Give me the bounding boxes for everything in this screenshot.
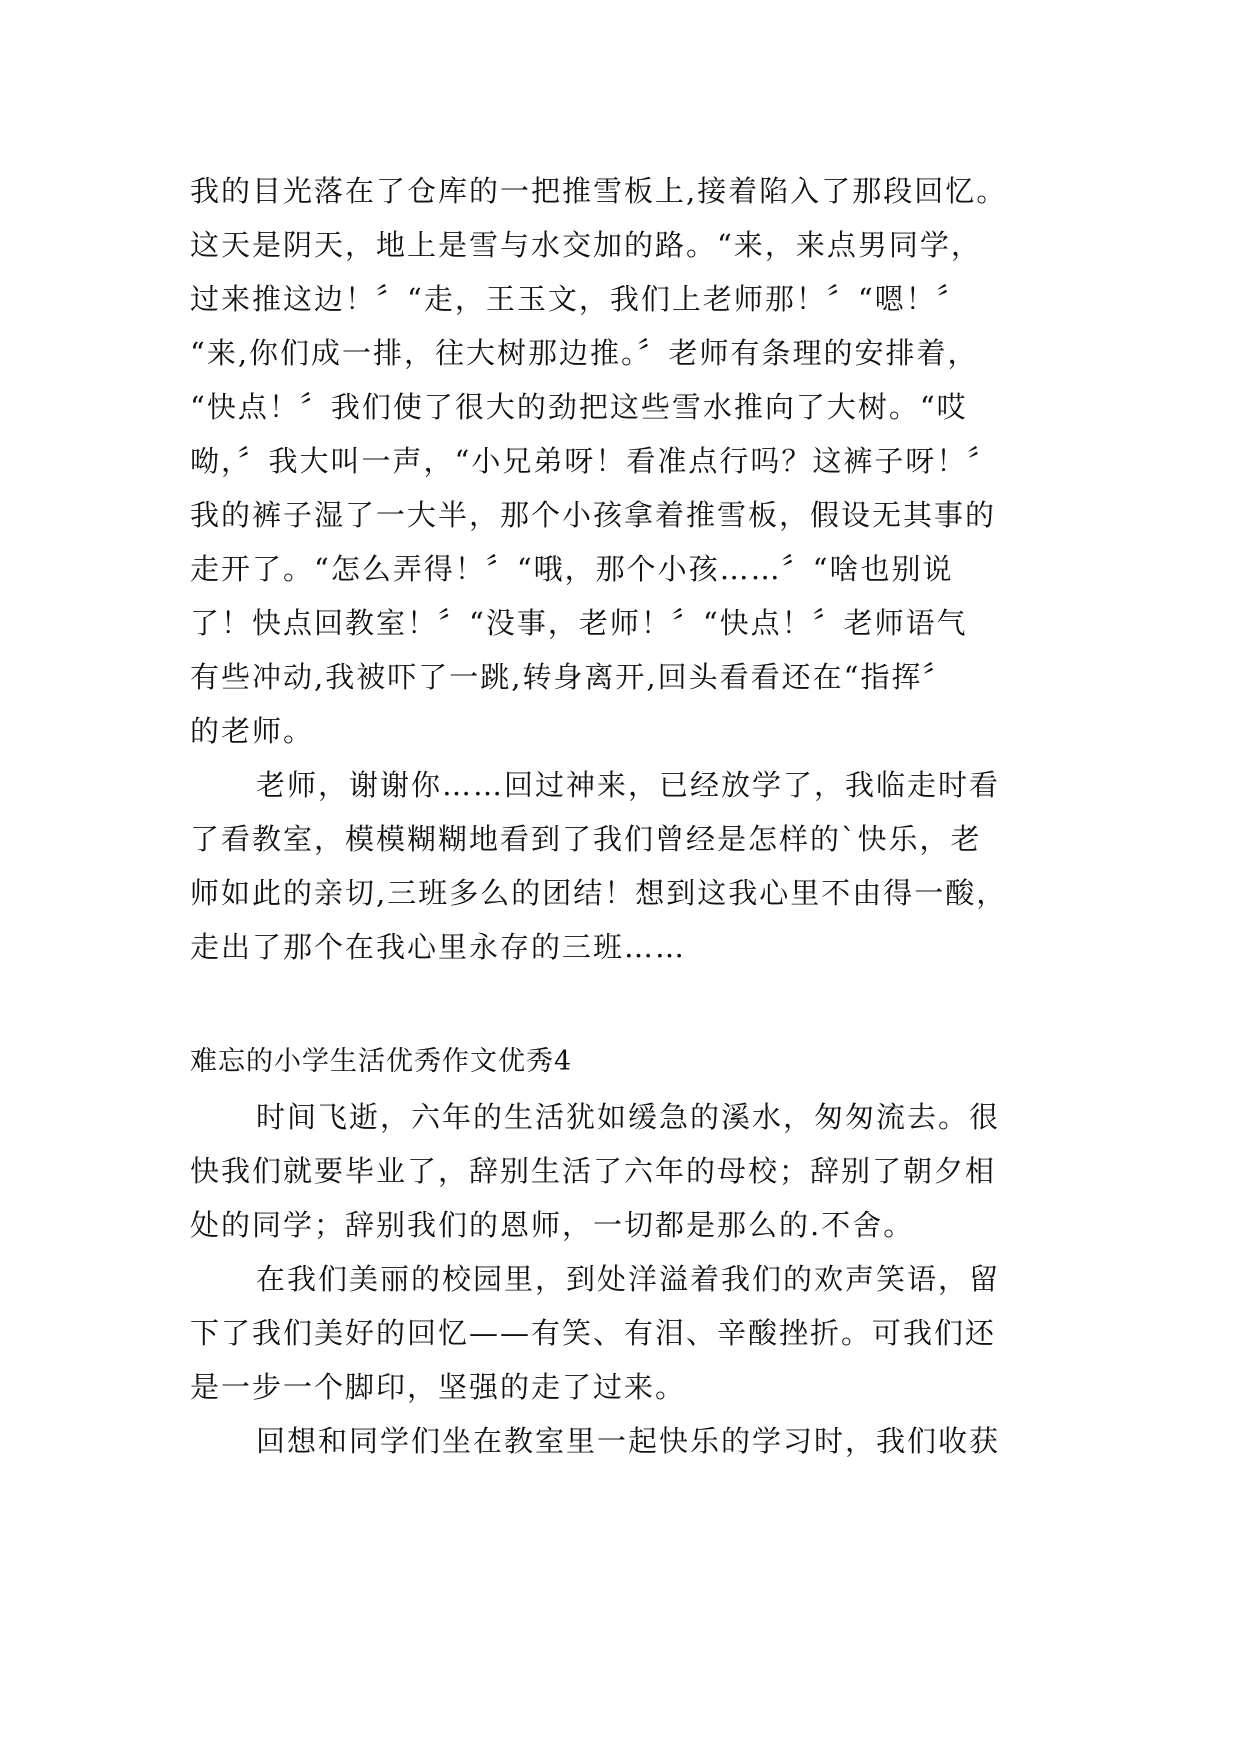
text-line: 过来推这边！〞“走，王玉文，我们上老师那！〞“嗯！〞 <box>190 282 968 316</box>
text-line: 下了我们美好的回忆——有笑、有泪、辛酸挫折。可我们还 <box>190 1316 997 1350</box>
text-line: 呦，〞我大叫一声，“小兄弟呀！看准点行吗？这裤子呀！〞 <box>190 444 999 478</box>
section-gap <box>190 974 1070 1034</box>
text-line: “快点！〞我们使了很大的劲把这些雪水推向了大树。“哎 <box>190 390 968 424</box>
text-line: 有些冲动,我被吓了一跳,转身离开,回头看看还在“指挥〞 <box>190 660 954 694</box>
text-line: 快我们就要毕业了，辞别生活了六年的母校；辞别了朝夕相 <box>190 1154 997 1188</box>
text-line: 我的裤子湿了一大半，那个小孩拿着推雪板，假设无其事的 <box>190 498 997 532</box>
text-line: 在我们美丽的校园里，到处洋溢着我们的欢声笑语，留 <box>256 1262 1001 1296</box>
text-line: 了看教室，模模糊糊地看到了我们曾经是怎样的`快乐，老 <box>190 822 982 856</box>
text-line: 老师，谢谢你……回过神来，已经放学了，我临走时看 <box>256 768 1001 802</box>
text-line: 处的同学；辞别我们的恩师，一切都是那么的.不舍。 <box>190 1208 915 1242</box>
paragraph-recollection <box>190 164 1070 758</box>
text-line: 走出了那个在我心里永存的三班…… <box>190 930 687 964</box>
document-body <box>190 164 1070 1468</box>
text-line: 师如此的亲切,三班多么的团结！想到这我心里不由得一酸， <box>190 876 1008 910</box>
text-line: 我的目光落在了仓库的一把推雪板上,接着陷入了那段回忆。 <box>190 174 1008 208</box>
text-line: 是一步一个脚印，坚强的走了过来。 <box>190 1370 687 1404</box>
paragraph-campus <box>190 1252 1070 1414</box>
paragraph-time-flies <box>190 1090 1070 1252</box>
text-line: 回想和同学们坐在教室里一起快乐的学习时，我们收获 <box>256 1424 1001 1458</box>
paragraph-thanks <box>190 758 1070 974</box>
text-line: 时间飞逝，六年的生活犹如缓急的溪水，匆匆流去。很 <box>256 1100 1001 1134</box>
text-line: 了！快点回教室！〞“没事，老师！〞“快点！〞老师语气 <box>190 606 968 640</box>
paragraph-classroom <box>190 1414 1070 1468</box>
text-line: “来,你们成一排，往大树那边推。〞老师有条理的安排着， <box>190 336 979 370</box>
text-line: 的老师。 <box>190 714 315 748</box>
text-line: 这天是阴天，地上是雪与水交加的路。“来，来点男同学， <box>190 228 982 262</box>
section-heading: 难忘的小学生活优秀作文优秀4 <box>190 1046 573 1077</box>
text-line: 走开了。“怎么弄得！〞“哦，那个小孩……〞“啥也别说 <box>190 552 954 586</box>
